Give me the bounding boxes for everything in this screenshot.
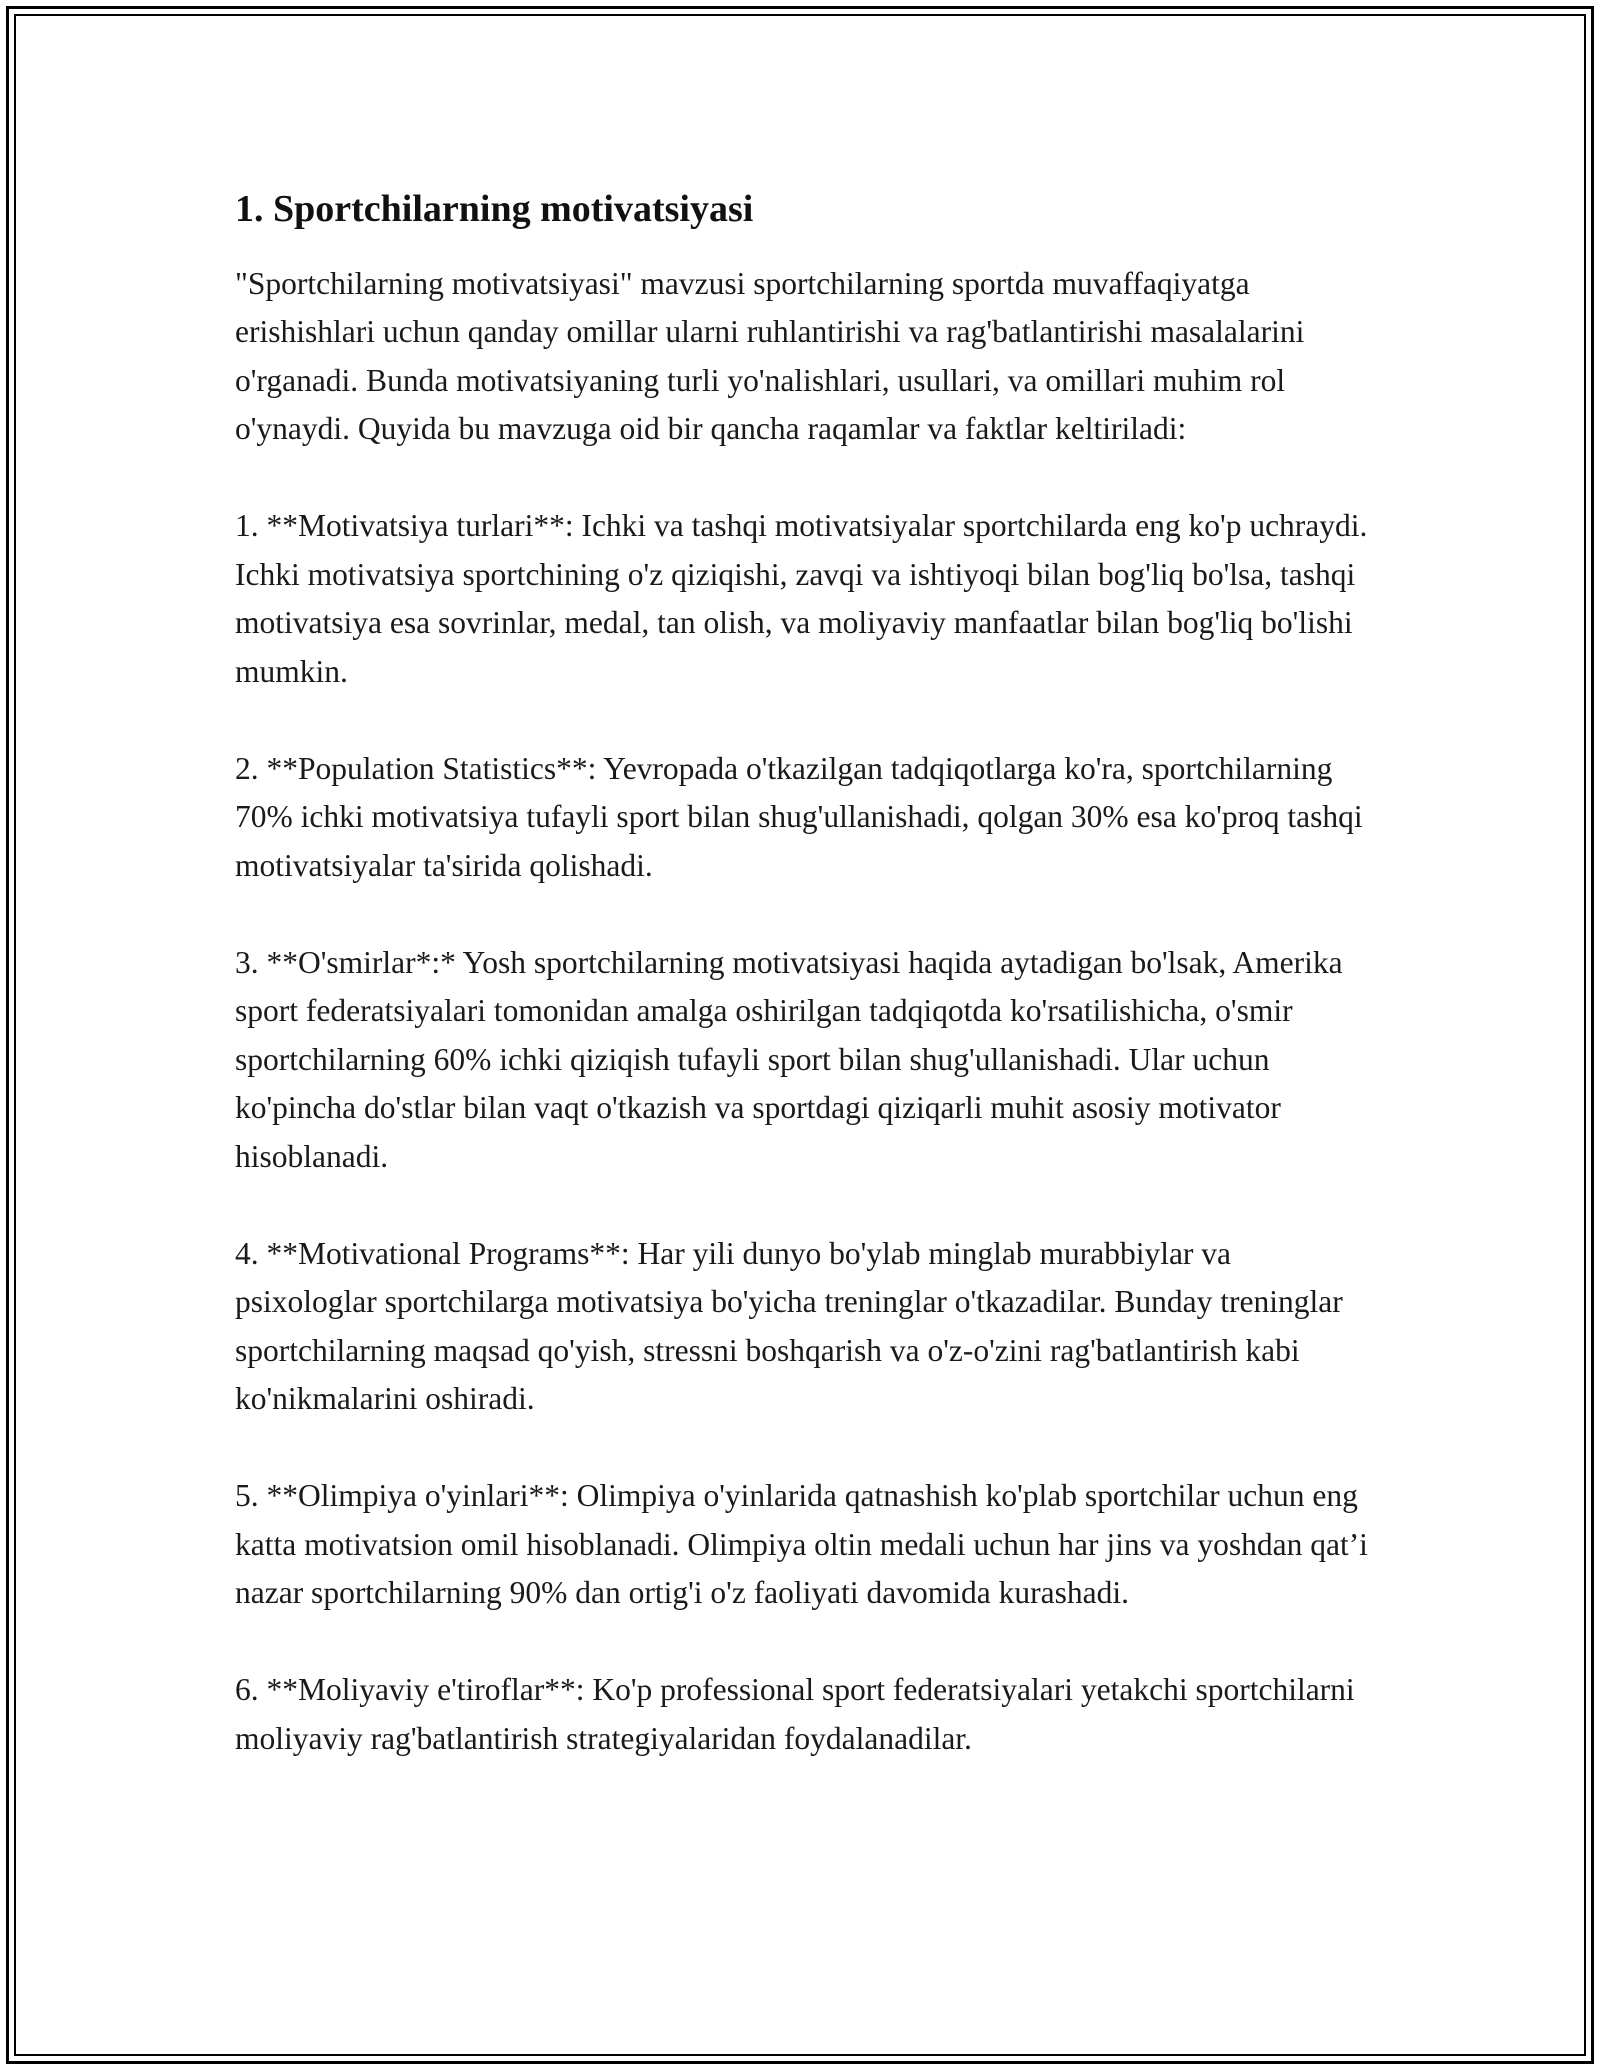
paragraph-motivational-programs: 4. **Motivational Programs**: Har yili dunyo bo'ylab minglab murabbiylar va psixologlar sportchilarga motivatsiya bo'yicha treninglar o'tkazadilar. Bunday treninglar sportchilarning maqsad qo'yish, stressni boshqarish va o'z-o'zini rag'batlantirish kabi ko'nikmalarini oshiradi. [235, 1235, 1343, 1416]
paragraph-olympic-games: 5. **Olimpiya o'yinlari**: Olimpiya o'yinlarida qatnashish ko'plab sportchilar uchun eng katta motivatsion omil hisoblanadi. Olimpiya oltin medali uchun har jins va yoshdan qat’i nazar sportchilarning 90% dan ortig'i o'z faoliyati davomida kurashadi. [235, 1478, 1368, 1610]
paragraph-teenagers: 3. **O'smirlar*:* Yosh sportchilarning motivatsiyasi haqida aytadigan bo'lsak, Amerika sport federatsiyalari tomonidan amalga oshirilgan tadqiqotda ko'rsatilishicha, o'smir sportchilarning 60% ichki qiziqish tufayli sport bilan shug'ullanishadi. Ular uchun ko'pincha do'stlar bilan vaqt o'tkazish va sportdagi qiziqarli muhit asosiy motivator hisoblanadi. [235, 944, 1343, 1174]
paragraph-motivation-types: 1. **Motivatsiya turlari**: Ichki va tashqi motivatsiyalar sportchilarda eng ko'p uchraydi. Ichki motivatsiya sportchining o'z qiziqishi, zavqi va ishtiyoqi bilan bog'liq bo'lsa, tashqi motivatsiya esa sovrinlar, medal, tan olish, va moliyaviy manfaatlar bilan bog'liq bo'lishi mumkin. [235, 508, 1368, 689]
document-title: 1. Sportchilarning motivatsiyasi [235, 188, 754, 230]
paragraph-population-statistics: 2. **Population Statistics**: Yevropada o'tkazilgan tadqiqotlarga ko'ra, sportchilarning 70% ichki motivatsiya tufayli sport bilan shug'ullanishadi, qolgan 30% esa ko'proq tashqi motivatsiyalar ta'sirida qolishadi. [235, 750, 1363, 883]
intro-paragraph: "Sportchilarning motivatsiyasi" mavzusi sportchilarning sportda muvaffaqiyatga erishishlari uchun qanday omillar ularni ruhlantirishi va rag'batlantirishi masalalarini o'rganadi. Bunda motivatsiyaning turli yo'nalishlari, usullari, va omillari muhim rol o'ynaydi. Quyida bu mavzuga oid bir qancha raqamlar va faktlar keltiriladi: [235, 265, 1305, 446]
paragraph-financial-recognition: 6. **Moliyaviy e'tiroflar**: Ko'p professional sport federatsiyalari yetakchi sportchilarni moliyaviy rag'batlantirish strategiyalaridan foydalanadilar. [235, 1672, 1355, 1756]
document-body [235, 186, 1375, 1812]
